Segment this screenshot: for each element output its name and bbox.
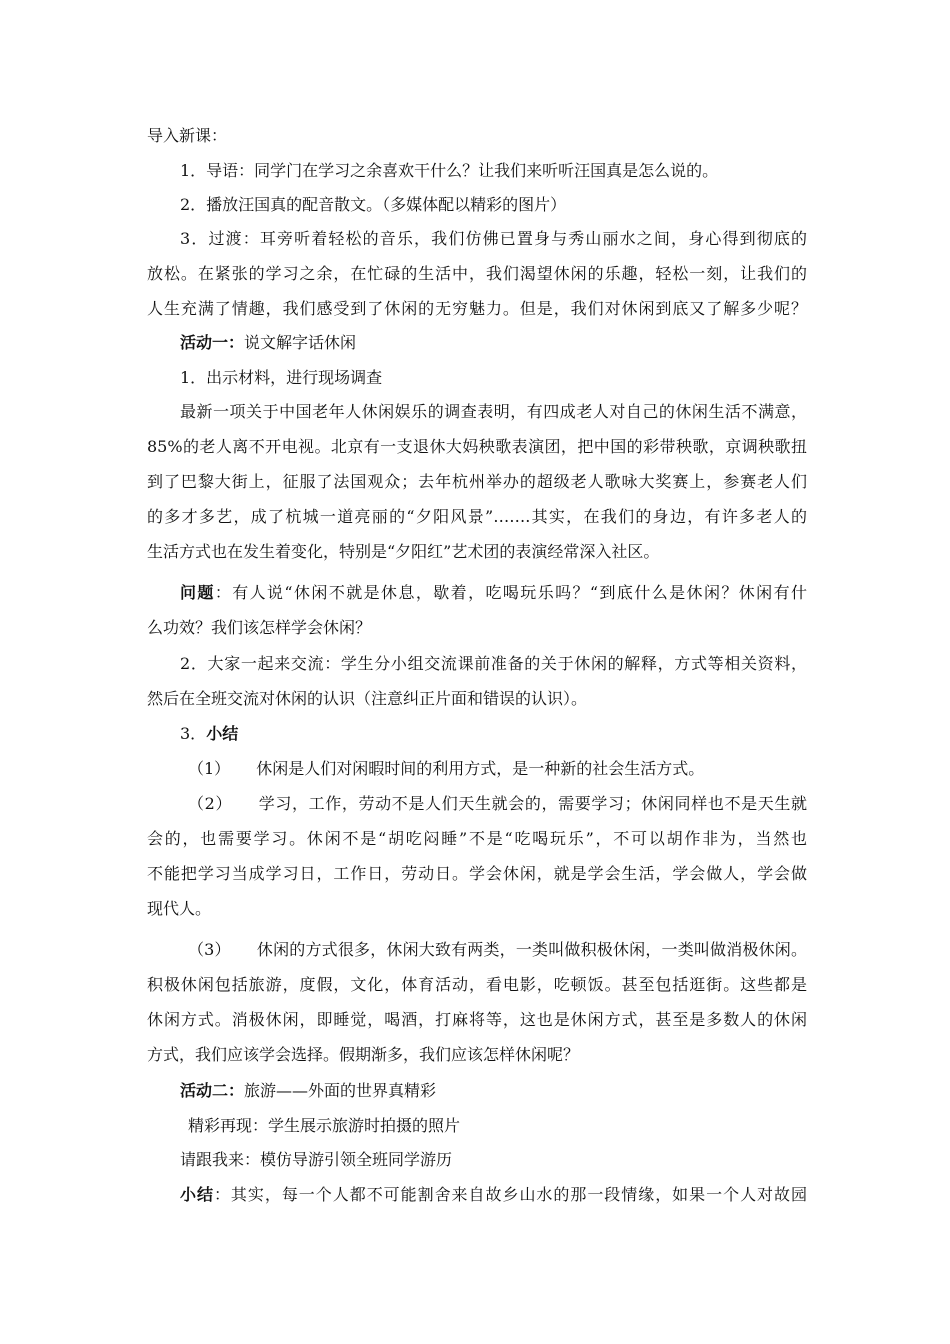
question-text: ：有人说“休闲不就是休息，歇着，吃喝玩乐吗？“到底什么是休闲？休闲有什 xyxy=(214,583,807,602)
material-line: 85%的老人离不开电视。北京有一支退休大妈秧歌表演团，把中国的彩带秧歌，京调秧歌扭 xyxy=(147,437,807,456)
intro-item-3-line: 放松。在紧张的学习之余，在忙碌的生活中，我们渴望休闲的乐趣，轻松一刻，让我们的 xyxy=(147,264,807,283)
activity-1-heading xyxy=(180,333,807,353)
summary-point-text: 学习，工作，劳动不是人们天生就会的，需要学习；休闲同样也不是天生就 xyxy=(258,794,807,813)
intro-item-2: 2．播放汪国真的配音散文。（多媒体配以精彩的图片） xyxy=(180,195,567,214)
summary-point-3 xyxy=(188,940,807,960)
question-line: 么功效？我们该怎样学会休闲？ xyxy=(147,618,372,637)
step-3-label: 小结 xyxy=(206,724,239,743)
material-line: 生活方式也在发生着变化，特别是“夕阳红”艺术团的表演经常深入社区。 xyxy=(147,542,660,561)
activity-2-replay: 精彩再现：学生展示旅游时拍摄的照片 xyxy=(188,1116,461,1135)
activity-2-heading xyxy=(180,1081,807,1101)
summary-point-number: （1） xyxy=(188,759,231,778)
activity-2-follow: 请跟我来：模仿导游引领全班同学游历 xyxy=(180,1150,453,1169)
summary-point-3-line: 休闲方式。消极休闲，即睡觉，喝酒，打麻将等，这也是休闲方式，甚至是多数人的休闲 xyxy=(147,1010,807,1029)
activity-1-step-3 xyxy=(180,724,807,744)
activity-1-title: 说文解字话休闲 xyxy=(244,333,357,352)
summary-point-3-line: 积极休闲包括旅游，度假，文化，体育活动，看电影，吃顿饭。甚至包括逛街。这些都是 xyxy=(147,975,807,994)
activity-2-summary xyxy=(180,1185,807,1205)
summary-point-text: 休闲是人们对闲暇时间的利用方式，是一种新的社会生活方式。 xyxy=(256,759,705,778)
activity-2-label: 活动二： xyxy=(180,1081,245,1100)
summary-point-2-line: 不能把学习当成学习日，工作日，劳动日。学会休闲，就是学会生活，学会做人，学会做 xyxy=(147,864,807,883)
activity-2-title: 旅游——外面的世界真精彩 xyxy=(244,1081,437,1100)
activity-1-label: 活动一： xyxy=(180,333,245,352)
summary-point-2 xyxy=(188,794,807,814)
summary-point-2-line: 现代人。 xyxy=(147,899,212,918)
summary-point-1 xyxy=(188,759,807,779)
activity-1-step-2: 2．大家一起来交流：学生分小组交流课前准备的关于休闲的解释，方式等相关资料， xyxy=(180,654,807,673)
question-label: 问题 xyxy=(180,583,215,602)
material-line: 的多才多艺，成了杭城一道亮丽的“夕阳风景”…….其实，在我们的身边，有许多老人的 xyxy=(147,507,807,526)
question-line xyxy=(180,583,807,603)
material-line: 最新一项关于中国老年人休闲娱乐的调查表明，有四成老人对自己的休闲生活不满意， xyxy=(180,402,807,421)
summary-point-text: 休闲的方式很多，休闲大致有两类，一类叫做积极休闲，一类叫做消极休闲。 xyxy=(256,940,807,959)
summary-point-number: （2） xyxy=(188,794,233,813)
intro-item-3-line: 3．过渡：耳旁听着轻松的音乐，我们仿佛已置身与秀山丽水之间，身心得到彻底的 xyxy=(180,229,807,248)
intro-heading: 导入新课： xyxy=(147,126,228,145)
activity-2-summary-label: 小结 xyxy=(180,1185,214,1204)
intro-item-3-line: 人生充满了情趣，我们感受到了休闲的无穷魅力。但是，我们对休闲到底又了解多少呢？ xyxy=(147,299,807,318)
summary-point-number: （3） xyxy=(188,940,231,959)
intro-item-1: 1．导语：同学门在学习之余喜欢干什么？让我们来听听汪国真是怎么说的。 xyxy=(180,161,719,180)
activity-1-step-1: 1．出示材料，进行现场调查 xyxy=(180,368,383,387)
step-3-number: 3． xyxy=(180,724,207,743)
summary-point-3-line: 方式，我们应该学会选择。假期渐多，我们应该怎样休闲呢？ xyxy=(147,1045,580,1064)
activity-1-step-2: 然后在全班交流对休闲的认识（注意纠正片面和错误的认识）。 xyxy=(147,689,588,708)
material-line: 到了巴黎大街上，征服了法国观众；去年杭州举办的超级老人歌咏大奖赛上，参赛老人们 xyxy=(147,472,807,491)
activity-2-summary-text: ：其实，每一个人都不可能割舍来自故乡山水的那一段情缘，如果一个人对故园 xyxy=(213,1185,807,1204)
summary-point-2-line: 会的，也需要学习。休闲不是“胡吃闷睡”不是“吃喝玩乐”，不可以胡作非为，当然也 xyxy=(147,829,807,848)
